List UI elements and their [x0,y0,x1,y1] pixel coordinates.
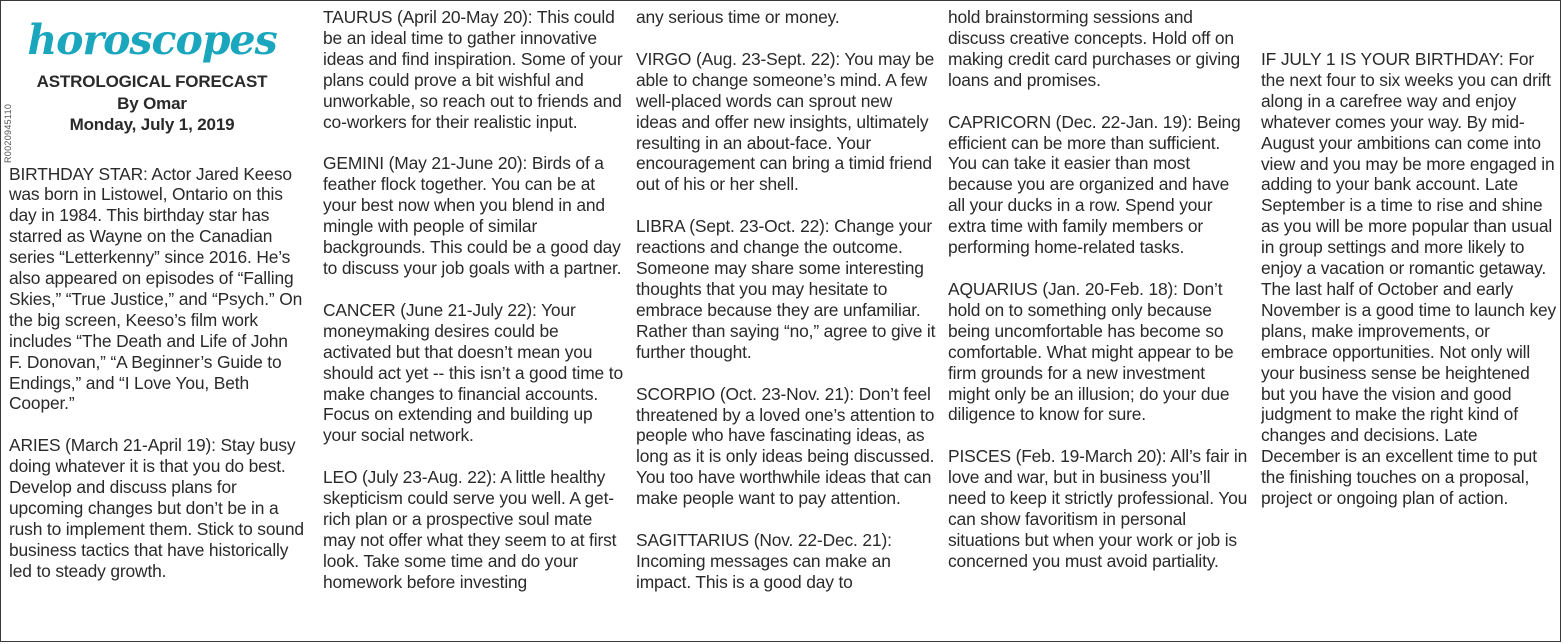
column-1 [9,7,305,637]
capricorn-paragraph: CAPRICORN (Dec. 22-Jan. 19): Being efficient can be more than sufficient. You can take it easier than most because you are organized and have all your ducks in a row. Spend your extra time with family members or performing home-related tasks. [948,111,1241,258]
virgo-paragraph: VIRGO (Aug. 23-Sept. 22): You may be able to change someone’s mind. A few well-placed words can sprout new ideas and offer new insights, ultimately resulting in an about-face. Your encouragement can bring a timid friend out of his or her shell. [636,48,935,195]
column-2 [323,7,623,637]
pisces-paragraph: PISCES (Feb. 19-March 20): All’s fair in love and war, but in business you’ll need to keep it strictly professional. You can show favoritism in personal situations but when your work or job is concerned you must avoid partiality. [948,446,1248,571]
taurus-paragraph: TAURUS (April 20-May 20): This could be an ideal time to gather innovative ideas and find inspiration. Some of your plans could prove a bit wishful and unworkable, so reach out to friends and co-workers for their realistic input. [323,7,623,132]
birthday-star-paragraph: BIRTHDAY STAR: Actor Jared Keeso was born in Listowel, Ontario on this day in 1984. This birthday star has starred as Wayne on the Canadian series “Letterkenny” since 2016. He’s also appeared on episodes of “Falling Skies,” “True Justice,” and “Psych.” On the big screen, Keeso’s film work includes “The Death and Life of John F. Donovan,” “A Beginner’s Guide to Endings,” and “I Love You, Beth Cooper.” [9,163,303,414]
sagittarius-continued-paragraph: hold brainstorming sessions and discuss creative concepts. Hold off on making credit card purchases or giving loans and promises. [948,7,1241,90]
aquarius-paragraph: AQUARIUS (Jan. 20-Feb. 18): Don’t hold on to something only because being uncomfortable has become so comfortable. What might appear to be firm grounds for a new investment might only be an illusion; do your due diligence to know for sure. [948,278,1234,425]
byline: By Omar [117,93,187,113]
date-line: Monday, July 1, 2019 [69,115,235,134]
side-code: R0020945110 [3,103,13,163]
leo-continued-paragraph: any serious time or money. [636,7,840,27]
column-4 [948,7,1248,637]
section-title: ASTROLOGICAL FORECAST [36,72,268,91]
leo-paragraph: LEO (July 23-Aug. 22): A little healthy skepticism could serve you well. A get-rich plan or a prospective soul mate may not offer what they seem to at first look. Take some time and do your homework before investing [323,467,617,592]
cancer-paragraph: CANCER (June 21-July 22): Your moneymaking desires could be activated but that doesn’t mean you should act yet -- this isn’t a good time to make changes to financial accounts. Focus on extending and building up your social network. [323,299,623,446]
sagittarius-paragraph: SAGITTARIUS (Nov. 22-Dec. 21): Incoming messages can make an impact. This is a good day to [636,530,892,592]
gemini-paragraph: GEMINI (May 21-June 20): Birds of a feather flock together. You can be at your best now when you blend in and mingle with people of similar backgrounds. This could be a good day to discuss your job goals with a partner. [323,153,622,278]
birthday-forecast-paragraph: IF JULY 1 IS YOUR BIRTHDAY: For the next four to six weeks you can drift along in a carefree way and enjoy whatever comes your way. By mid-August your ambitions can come into view and you may be more engaged in adding to your bank account. Late September is a time to rise and shine as you will be more popular than usual in group settings and more likely to enjoy a vacation or romantic getaway. The last half of October and early November is a good time to launch key plans, make improvements, or embrace opportunities. Not only will your business sense be heightened but you have the vision and good judgment to make the right kind of changes and decisions. Late December is an excellent time to put the finishing touches on a proposal, project or ongoing plan of action. [1261,49,1557,509]
column-5 [1261,7,1557,637]
libra-paragraph: LIBRA (Sept. 23-Oct. 22): Change your reactions and change the outcome. Someone may share some interesting thoughts that you may hesitate to embrace because they are unfamiliar. Rather than saying “no,” agree to give it further thought. [636,216,936,362]
horoscopes-logo: horoscopes [27,16,277,64]
masthead [9,15,305,158]
column-3 [636,7,936,637]
scorpio-paragraph: SCORPIO (Oct. 23-Nov. 21): Don’t feel threatened by a loved one’s attention to people who have fascinating ideas, as long as it is only ideas being discussed. You too have worthwhile ideas that can make people want to pay attention. [636,383,935,509]
aries-paragraph: ARIES (March 21-April 19): Stay busy doing whatever it is that you do best. Develop and discuss plans for upcoming changes but don’t be in a rush to implement them. Stick to sound business tactics that have historically led to steady growth. [9,435,304,581]
